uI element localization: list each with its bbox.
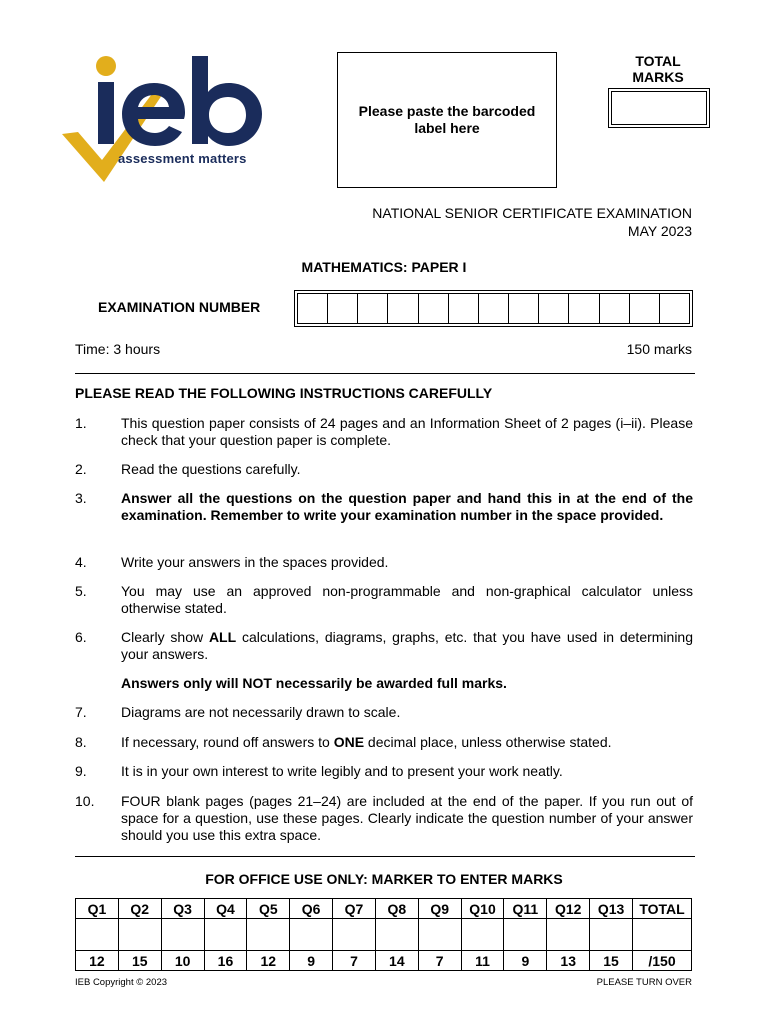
marks-table-header-cell: Q5	[247, 899, 290, 919]
marks-entry-cell[interactable]	[418, 919, 461, 951]
marks-entry-cell[interactable]	[290, 919, 333, 951]
footer-copyright: IEB Copyright © 2023	[75, 977, 168, 988]
instruction-item	[75, 583, 693, 619]
marks-table-header-row	[76, 899, 692, 919]
marks-max-cell: 15	[118, 951, 161, 971]
marks-max-cell: 10	[161, 951, 204, 971]
marks-entry-cell[interactable]	[247, 919, 290, 951]
marks-max-cell: 16	[204, 951, 247, 971]
instruction-text-part: calculations, diagrams, graphs, etc. that you have used in determining your answers.	[121, 629, 694, 662]
exam-title: NATIONAL SENIOR CERTIFICATE EXAMINATION	[372, 205, 692, 221]
total-marks-box[interactable]	[608, 88, 710, 128]
instruction-text	[121, 734, 693, 751]
instruction-text-part: decimal place, unless otherwise stated.	[364, 734, 612, 750]
marks-entry-cell[interactable]	[504, 919, 547, 951]
instruction-item	[75, 793, 693, 847]
instruction-number: 8.	[75, 734, 87, 750]
examination-number-cell[interactable]	[568, 293, 599, 324]
marks-entry-cell[interactable]	[161, 919, 204, 951]
marks-table-header-cell: Q8	[375, 899, 418, 919]
instruction-note-text: Answers only will NOT necessarily be awarded full marks.	[121, 675, 507, 691]
instruction-number: 10.	[75, 793, 95, 809]
marks-table-header-cell: Q6	[290, 899, 333, 919]
marks-table	[75, 898, 692, 971]
marks-entry-cell[interactable]	[204, 919, 247, 951]
instruction-item	[75, 763, 693, 781]
marks-max-cell: 9	[504, 951, 547, 971]
marks-max-cell: 15	[590, 951, 633, 971]
examination-number-cell[interactable]	[508, 293, 539, 324]
marks-table-entry-row	[76, 919, 692, 951]
examination-number-cell[interactable]	[327, 293, 358, 324]
instruction-text: Write your answers in the spaces provided.	[121, 554, 389, 570]
marks-table-header-cell: Q12	[547, 899, 590, 919]
examination-number-cell[interactable]	[659, 293, 690, 324]
marks-entry-cell[interactable]	[633, 919, 692, 951]
instruction-emphasis: ONE	[333, 734, 365, 750]
instruction-text: Answer all the questions on the question paper and hand this in at the end of the examination. Remember to write your examination number in the space provided.	[121, 490, 693, 523]
examination-number-cell[interactable]	[387, 293, 418, 324]
examination-number-label: EXAMINATION NUMBER	[98, 299, 261, 315]
logo-b	[192, 56, 262, 146]
instruction-item	[75, 461, 693, 479]
marks-max-cell: 9	[290, 951, 333, 971]
instruction-number: 7.	[75, 704, 87, 720]
instruction-text	[121, 629, 693, 663]
marks-max-cell: /150	[633, 951, 692, 971]
instruction-emphasis: ALL	[208, 629, 237, 645]
footer-turn-over: PLEASE TURN OVER	[596, 977, 692, 988]
examination-number-cell[interactable]	[538, 293, 569, 324]
marks-table-header-cell: Q2	[118, 899, 161, 919]
examination-number-cell[interactable]	[629, 293, 660, 324]
instruction-text: Diagrams are not necessarily drawn to scale.	[121, 704, 401, 720]
examination-number-cell[interactable]	[599, 293, 630, 324]
examination-number-cell[interactable]	[478, 293, 509, 324]
instruction-text: It is in your own interest to write legibly and to present your work neatly.	[121, 763, 563, 779]
marks-max-cell: 12	[76, 951, 119, 971]
exam-date: MAY 2023	[627, 223, 692, 239]
instruction-number: 9.	[75, 763, 87, 779]
marks-max-cell: 12	[247, 951, 290, 971]
marks-entry-cell[interactable]	[118, 919, 161, 951]
instruction-text-part: If necessary, round off answers to	[121, 734, 334, 750]
examination-number-cell[interactable]	[297, 293, 328, 324]
divider	[75, 373, 695, 374]
subject-title: MATHEMATICS: PAPER I	[301, 259, 467, 275]
instruction-number: 6.	[75, 629, 87, 645]
marks-table-header-cell: Q13	[590, 899, 633, 919]
marks-table-max-row	[76, 951, 692, 971]
marks-entry-cell[interactable]	[590, 919, 633, 951]
instruction-item	[75, 629, 693, 665]
marks-entry-cell[interactable]	[76, 919, 119, 951]
marks-table-header-cell: Q7	[333, 899, 376, 919]
marks-max-cell: 7	[418, 951, 461, 971]
marks-table-header-cell: Q9	[418, 899, 461, 919]
instruction-number: 2.	[75, 461, 87, 477]
instructions-heading: PLEASE READ THE FOLLOWING INSTRUCTIONS CAREFULLY	[75, 385, 493, 401]
examination-number-cell[interactable]	[357, 293, 388, 324]
total-marks-label: TOTAL MARKS	[632, 53, 684, 85]
instruction-text: You may use an approved non-programmable and non-graphical calculator unless otherwise stated.	[121, 583, 693, 616]
instruction-text: Read the questions carefully.	[121, 461, 301, 477]
logo-e	[122, 83, 185, 146]
marks-max-cell: 14	[375, 951, 418, 971]
marks-table-header-cell: Q11	[504, 899, 547, 919]
marks-entry-cell[interactable]	[375, 919, 418, 951]
instruction-number: 5.	[75, 583, 87, 599]
logo-tagline: assessment matters	[118, 151, 247, 166]
barcode-label-box	[337, 52, 557, 188]
office-use-heading: FOR OFFICE USE ONLY: MARKER TO ENTER MARKS	[205, 871, 563, 887]
marks-max-cell: 13	[547, 951, 590, 971]
logo-i-dot	[96, 56, 116, 76]
logo-i-stem	[98, 82, 114, 144]
marks-entry-cell[interactable]	[461, 919, 504, 951]
examination-number-cell[interactable]	[448, 293, 479, 324]
examination-number-cell[interactable]	[418, 293, 449, 324]
instruction-item	[75, 734, 693, 752]
marks-table-header-cell: Q10	[461, 899, 504, 919]
divider	[75, 856, 695, 857]
instruction-item	[75, 704, 693, 722]
marks-entry-cell[interactable]	[547, 919, 590, 951]
marks-table-header-cell: Q1	[76, 899, 119, 919]
barcode-label-text: Please paste the barcoded label here	[358, 103, 536, 136]
instruction-text-part: Clearly show	[121, 629, 209, 645]
exam-marks: 150 marks	[626, 341, 692, 357]
marks-max-cell: 11	[461, 951, 504, 971]
exam-time: Time: 3 hours	[75, 341, 161, 357]
instruction-note	[75, 675, 693, 693]
marks-table-header-cell: Q4	[204, 899, 247, 919]
instruction-text: This question paper consists of 24 pages and an Information Sheet of 2 pages (i–ii). Please check that your question paper is complete.	[121, 415, 693, 448]
marks-table-header-cell: Q3	[161, 899, 204, 919]
instruction-text: FOUR blank pages (pages 21–24) are included at the end of the paper. If you run out of space for a question, use these pages. Clearly indicate the question number of your answer should you use this extra space.	[121, 793, 693, 843]
instruction-item	[75, 415, 693, 451]
instruction-item	[75, 490, 693, 544]
examination-number-grid	[294, 290, 693, 327]
instruction-item	[75, 554, 693, 572]
instruction-number: 3.	[75, 490, 87, 506]
marks-max-cell: 7	[333, 951, 376, 971]
instruction-number: 1.	[75, 415, 87, 431]
marks-table-header-cell: TOTAL	[633, 899, 692, 919]
instruction-number: 4.	[75, 554, 87, 570]
marks-entry-cell[interactable]	[333, 919, 376, 951]
ieb-logo	[58, 48, 278, 188]
